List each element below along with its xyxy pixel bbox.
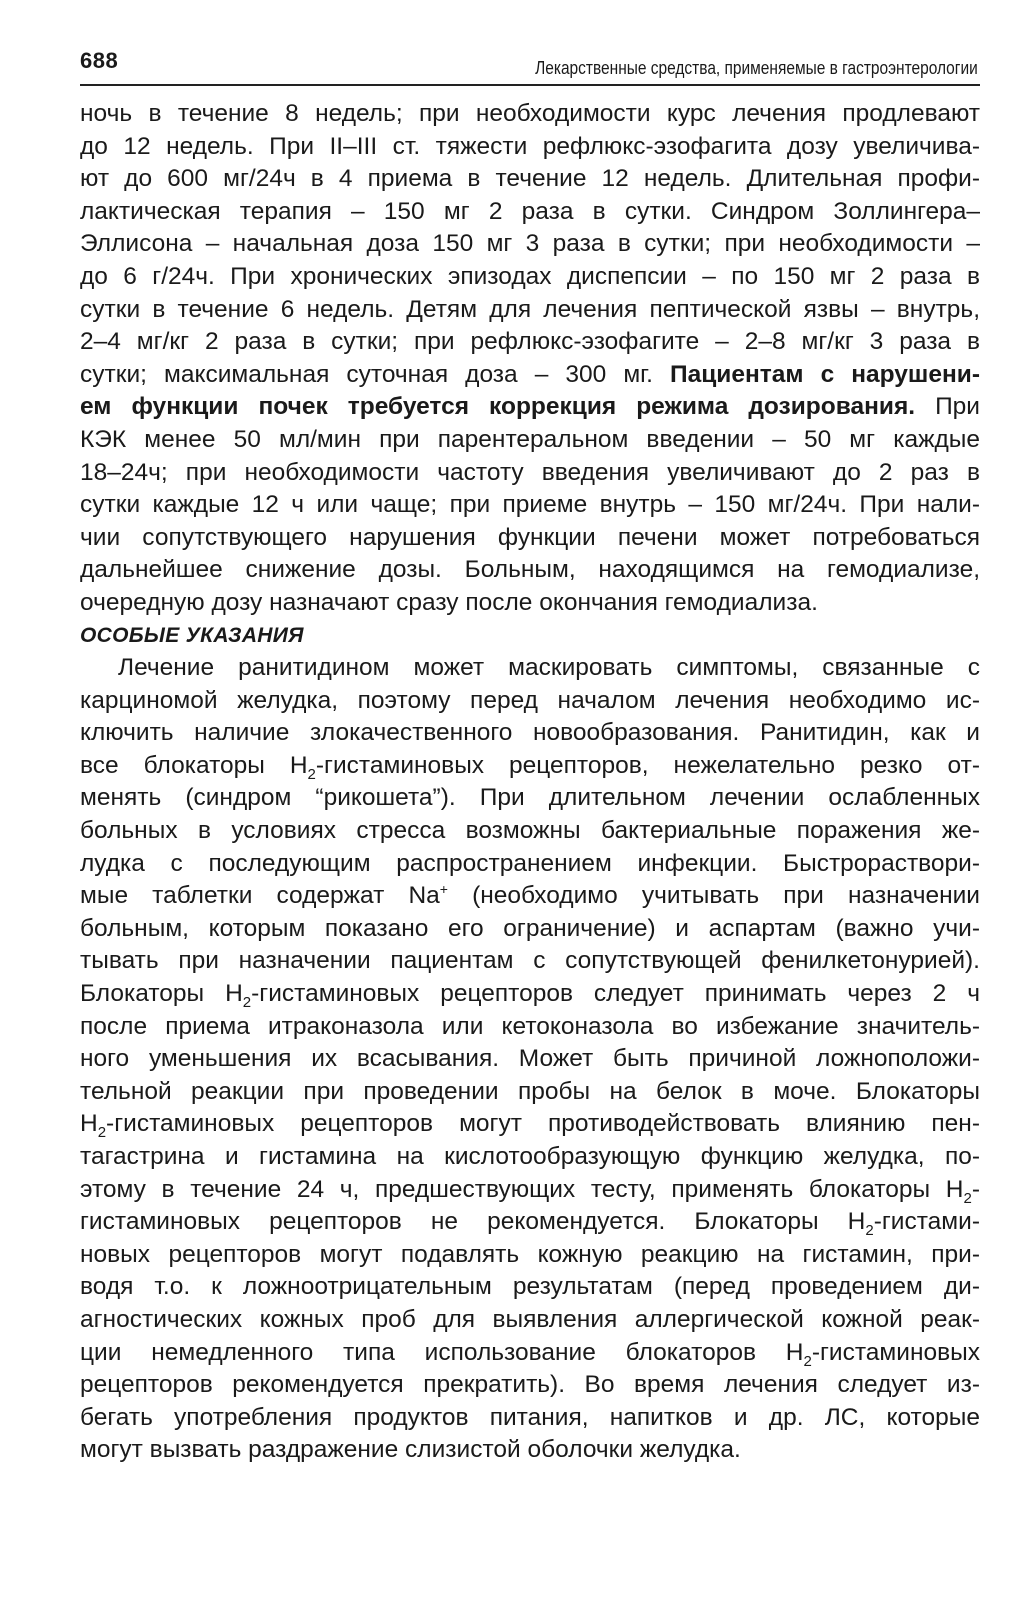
text-line: тельной реакции при проведении пробы на белок в моче. Блокаторы xyxy=(80,1077,980,1105)
text-run: -гистаминовых рецепторов следует принимать через 2 ч xyxy=(251,980,980,1008)
dosage-paragraph xyxy=(80,98,980,620)
text-line: дальнейшее снижение дозы. Больным, находящимся на гемодиализе, xyxy=(80,556,980,584)
text-line: после приема итраконазола или кетоконазола во избежание значитель- xyxy=(80,1012,980,1040)
text-run: -гистаминовых xyxy=(811,1338,980,1366)
text-line: рецепторов рекомендуется прекратить). Во время лечения следует из- xyxy=(80,1371,980,1399)
text-run: При xyxy=(915,393,980,421)
text-line: больным, которым показано его ограничение) и аспартам (важно учи- xyxy=(80,914,980,942)
text-line: карциномой желудка, поэтому перед началом лечения необходимо ис- xyxy=(80,686,980,714)
text-line xyxy=(80,1108,980,1141)
text-line: лактическая терапия – 150 мг 2 раза в сутки. Синдром Золлингера– xyxy=(80,197,980,225)
subscript: 2 xyxy=(97,1124,107,1142)
text-line: тывать при назначении пациентам с сопутствующей фенилкетонурией). xyxy=(80,947,980,975)
text-line xyxy=(80,1174,980,1207)
text-line xyxy=(80,359,980,392)
text-line: КЭК менее 50 мл/мин при парентеральном введении – 50 мг каждые xyxy=(80,425,980,453)
text-line: агностических кожных проб для выявления аллергической кожной реак- xyxy=(80,1305,980,1333)
text-line: ют до 600 мг/24ч в 4 приема в течение 12 недель. Длительная профи- xyxy=(80,165,980,193)
text-line: до 12 недель. При II–III ст. тяжести рефлюкс-эзофагита дозу увеличива- xyxy=(80,132,980,160)
bold-warning: ем функции почек требуется коррекция режима дозирования. xyxy=(80,393,916,421)
text-run: мые таблетки содержат Na xyxy=(80,882,440,910)
text-line: могут вызвать раздражение слизистой оболочки желудка. xyxy=(80,1436,741,1464)
text-line: 2–4 мг/кг 2 раза в сутки; при рефлюкс-эзофагите – 2–8 мг/кг 3 раза в xyxy=(80,328,980,356)
text-run: (необходимо учитывать при назначении xyxy=(447,882,980,910)
page-header xyxy=(80,44,980,86)
text-run: -гистаминовых рецепторов могут противодействовать влиянию пен- xyxy=(106,1110,980,1138)
special-instructions-paragraph xyxy=(80,652,980,1467)
text-line: Эллисона – начальная доза 150 мг 3 раза в сутки; при необходимости – xyxy=(80,230,980,258)
superscript: + xyxy=(439,881,448,898)
text-line: бегать употребления продуктов питания, напитков и др. ЛС, которые xyxy=(80,1403,980,1431)
text-line: тагастрина и гистамина на кислотообразующую функцию желудка, по- xyxy=(80,1143,980,1170)
text-line: новых рецепторов могут подавлять кожную реакцию на гистамин, при- xyxy=(80,1240,980,1268)
text-line: менять (синдром “рикошета”). При длительном лечении ослабленных xyxy=(80,784,980,812)
text-run: этому в течение 24 ч, предшествующих тесту, применять блокаторы Н xyxy=(80,1175,964,1203)
text-run: ции немедленного типа использование блокаторов Н xyxy=(80,1338,804,1366)
text-line xyxy=(80,1206,980,1239)
text-line: ночь в течение 8 недель; при необходимости курс лечения продлевают xyxy=(80,100,980,127)
subscript: 2 xyxy=(865,1222,874,1240)
text-line: чии сопутствующего нарушения функции печени может потребоваться xyxy=(80,523,980,551)
text-line: очередную дозу назначают сразу после окончания гемодиализа. xyxy=(80,588,818,616)
text-line: ключить наличие злокачественного новообразования. Ранитидин, как и xyxy=(80,719,980,747)
text-line: водя т.о. к ложноотрицательным результатам (перед проведением ди- xyxy=(80,1273,980,1301)
subscript: 2 xyxy=(963,1189,972,1207)
text-line: сутки каждые 12 ч или чаще; при приеме внутрь – 150 мг/24ч. При нали- xyxy=(80,491,980,519)
running-title: Лекарственные средства, применяемые в гастроэнтерологии xyxy=(535,58,978,78)
page-body xyxy=(80,98,980,1467)
subscript: 2 xyxy=(307,765,316,783)
text-run: Н xyxy=(80,1110,98,1138)
text-line: Лечение ранитидином может маскировать симптомы, связанные с xyxy=(118,654,980,682)
text-run: -гистами- xyxy=(873,1208,980,1236)
text-line xyxy=(80,750,980,783)
text-run: -гистаминовых рецепторов, нежелательно резко от- xyxy=(315,751,980,779)
text-line: ного уменьшения их всасывания. Может быть причиной ложноположи- xyxy=(80,1045,980,1073)
page-number: 688 xyxy=(80,48,119,73)
subscript: 2 xyxy=(803,1352,812,1370)
text-run: гистаминовых рецепторов не рекомендуется. Блокаторы Н xyxy=(80,1208,866,1236)
text-run: - xyxy=(971,1175,980,1203)
bold-warning: Пациентам с нарушени- xyxy=(669,360,980,388)
text-line: 18–24ч; при необходимости частоту введения увеличивают до 2 раз в xyxy=(80,458,980,486)
subscript: 2 xyxy=(242,994,252,1012)
text-line: до 6 г/24ч. При хронических эпизодах диспепсии – по 150 мг 2 раза в xyxy=(80,262,980,290)
section-heading: ОСОБЫЕ УКАЗАНИЯ xyxy=(80,623,304,647)
text-run: Блокаторы Н xyxy=(80,980,243,1008)
text-run: сутки; максимальная суточная доза – 300 мг. xyxy=(80,360,670,388)
text-run: все блокаторы Н xyxy=(80,751,308,779)
text-line xyxy=(80,880,980,913)
text-line xyxy=(80,978,980,1011)
text-line: сутки в течение 6 недель. Детям для лечения пептической язвы – внутрь, xyxy=(80,295,980,323)
text-line: лудка с последующим распространением инфекции. Быстрораствори- xyxy=(80,849,980,877)
text-line: больных в условиях стресса возможны бактериальные поражения же- xyxy=(80,817,980,845)
text-line xyxy=(80,391,980,424)
text-line xyxy=(80,1337,980,1370)
